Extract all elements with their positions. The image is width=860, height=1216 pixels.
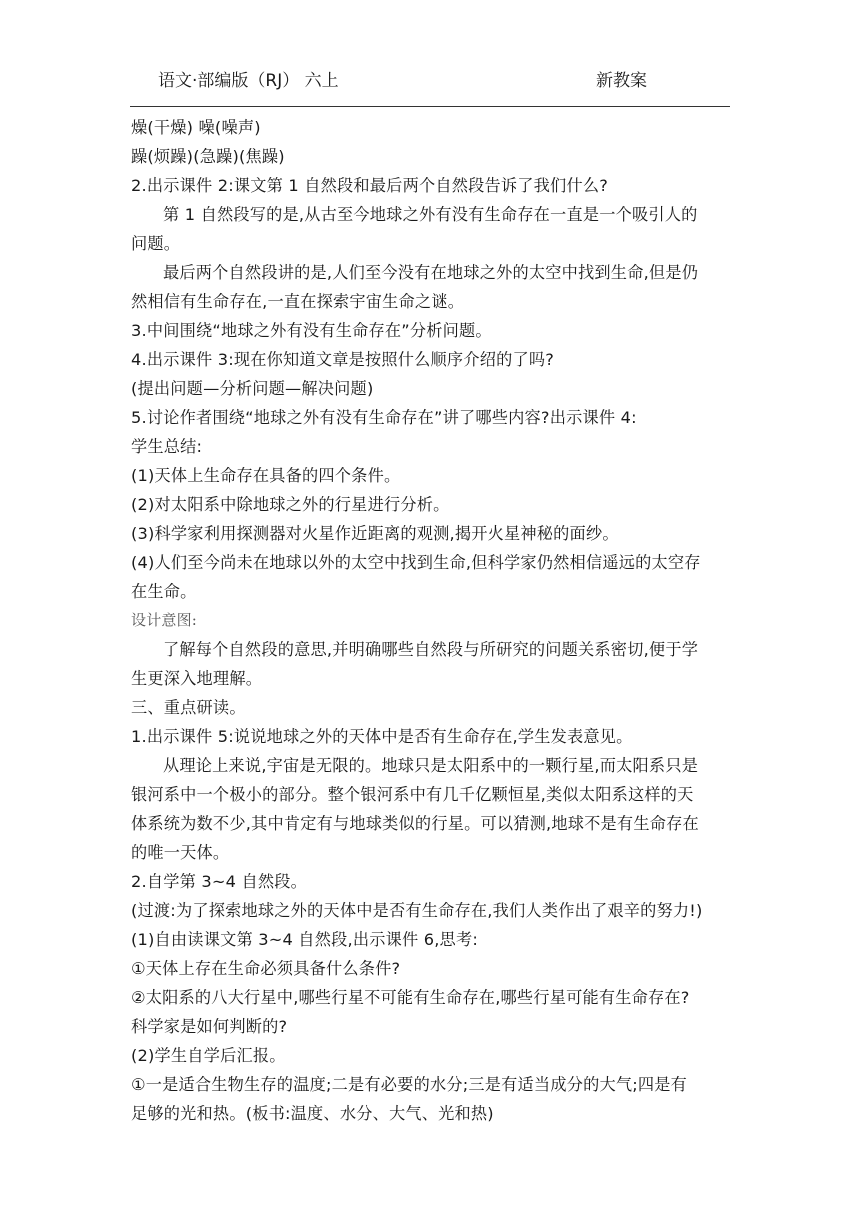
text-line: ①一是适合生物生存的温度;二是有必要的水分;三是有适当成分的大气;四是有 xyxy=(131,1075,688,1094)
text-line: 第 1 自然段写的是,从古至今地球之外有没有生命存在一直是一个吸引人的 xyxy=(163,205,698,224)
text-line: 足够的光和热。(板书:温度、水分、大气、光和热) xyxy=(131,1104,494,1123)
text-line: 问题。 xyxy=(131,234,181,253)
text-line: ①天体上存在生命必须具备什么条件? xyxy=(131,959,401,978)
text-line: 躁(烦躁)(急躁)(焦躁) xyxy=(131,147,285,166)
text-line: 银河系中一个极小的部分。整个银河系中有几千亿颗恒星,类似太阳系这样的天 xyxy=(131,785,694,804)
text-line: 2.自学第 3~4 自然段。 xyxy=(131,872,308,891)
text-line: (1)自由读课文第 3~4 自然段,出示课件 6,思考: xyxy=(131,930,478,949)
text-line: (1)天体上生命存在具备的四个条件。 xyxy=(131,466,401,485)
text-line: (2)学生自学后汇报。 xyxy=(131,1046,286,1065)
text-line: (提出问题—分析问题—解决问题) xyxy=(131,379,374,398)
text-line: 体系统为数不少,其中肯定有与地球类似的行星。可以猜测,地球不是有生命存在 xyxy=(131,814,699,833)
header-subject: 语文·部编版（RJ） 六上 xyxy=(158,71,339,91)
header-divider xyxy=(130,106,730,107)
document-body xyxy=(131,113,731,1128)
header-label: 新教案 xyxy=(596,71,647,91)
text-line: 设计意图: xyxy=(131,611,198,629)
text-line: 4.出示课件 3:现在你知道文章是按照什么顺序介绍的了吗? xyxy=(131,350,555,369)
text-line: ②太阳系的八大行星中,哪些行星不可能有生命存在,哪些行星可能有生命存在? xyxy=(131,988,690,1007)
text-line: 5.讨论作者围绕“地球之外有没有生命存在”讲了哪些内容?出示课件 4: xyxy=(131,408,637,427)
text-line: 在生命。 xyxy=(131,582,197,601)
text-line: (3)科学家利用探测器对火星作近距离的观测,揭开火星神秘的面纱。 xyxy=(131,524,619,543)
text-line: 从理论上来说,宇宙是无限的。地球只是太阳系中的一颗行星,而太阳系只是 xyxy=(163,756,699,775)
text-line: 了解每个自然段的意思,并明确哪些自然段与所研究的问题关系密切,便于学 xyxy=(163,640,699,659)
text-line: 然相信有生命存在,一直在探索宇宙生命之谜。 xyxy=(131,292,465,311)
text-line: 学生总结: xyxy=(131,437,203,456)
page-header xyxy=(130,58,730,98)
text-line: (4)人们至今尚未在地球以外的太空中找到生命,但科学家仍然相信遥远的太空存 xyxy=(131,553,701,572)
text-line: 三、重点研读。 xyxy=(131,698,246,717)
text-line: 最后两个自然段讲的是,人们至今没有在地球之外的太空中找到生命,但是仍 xyxy=(163,263,699,282)
text-line: 的唯一天体。 xyxy=(131,843,230,862)
text-line: (2)对太阳系中除地球之外的行星进行分析。 xyxy=(131,495,450,514)
text-line: 生更深入地理解。 xyxy=(131,669,263,688)
text-line: 2.出示课件 2:课文第 1 自然段和最后两个自然段告诉了我们什么? xyxy=(131,176,609,195)
text-line: 科学家是如何判断的? xyxy=(131,1017,288,1036)
text-line: 3.中间围绕“地球之外有没有生命存在”分析问题。 xyxy=(131,321,492,340)
text-line: (过渡:为了探索地球之外的天体中是否有生命存在,我们人类作出了艰辛的努力!) xyxy=(131,901,703,920)
text-line: 燥(干燥) 噪(噪声) xyxy=(131,118,261,137)
text-line: 1.出示课件 5:说说地球之外的天体中是否有生命存在,学生发表意见。 xyxy=(131,727,633,746)
